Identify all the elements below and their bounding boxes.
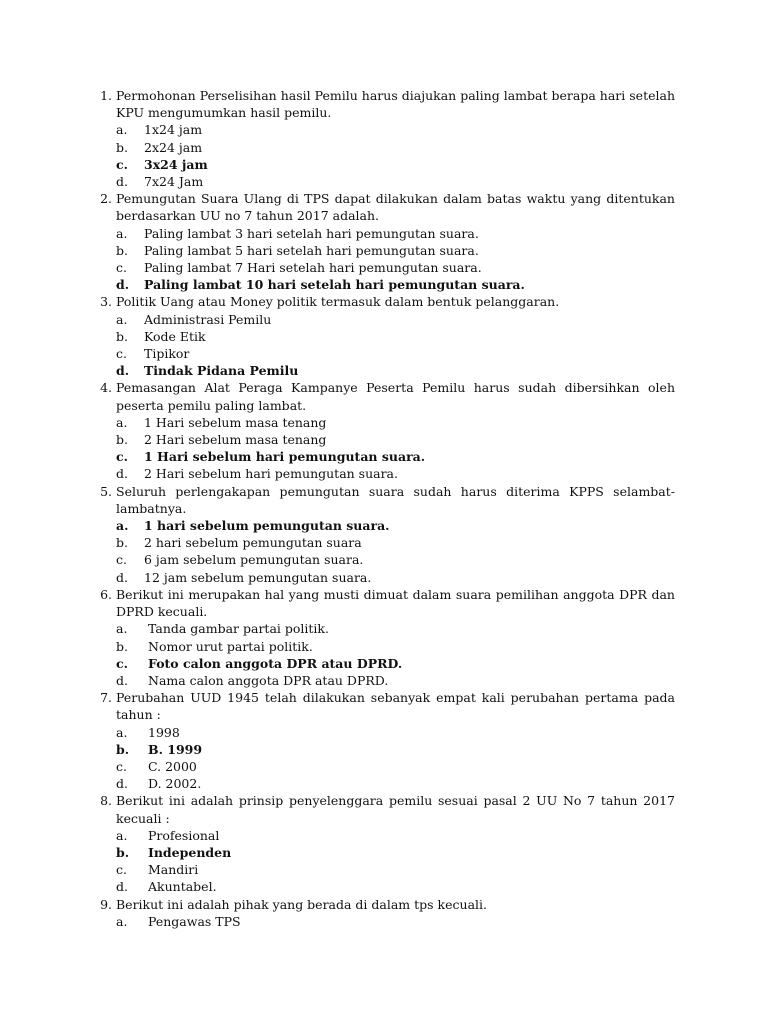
option-text: 1 Hari sebelum hari pemungutan suara. — [144, 449, 426, 465]
option-text: Paling lambat 7 Hari setelah hari pemungutan suara. — [144, 260, 482, 276]
answer-options — [116, 414, 675, 483]
answer-option — [116, 534, 675, 551]
option-text: 2 Hari sebelum masa tenang — [144, 432, 327, 448]
option-letter: d. — [116, 363, 130, 379]
option-letter: a. — [116, 311, 128, 327]
option-letter: c. — [116, 449, 128, 465]
answer-options — [116, 121, 675, 190]
question-number: 5. — [100, 483, 112, 499]
option-text: Independen — [148, 844, 232, 860]
question-item — [90, 896, 675, 930]
option-text: Akuntabel. — [148, 879, 217, 895]
question-text: Berikut ini adalah prinsip penyelenggara pemilu sesuai pasal 2 UU No 7 tahun 2017 kecuali : — [116, 793, 675, 826]
question-item — [90, 792, 675, 895]
option-letter: a. — [116, 827, 128, 843]
question-text: Politik Uang atau Money politik termasuk dalam bentuk pelanggaran. — [116, 294, 560, 310]
option-text: Mandiri — [148, 862, 199, 878]
answer-option — [116, 569, 675, 586]
option-letter: c. — [116, 552, 127, 568]
question-number: 9. — [100, 896, 112, 912]
option-letter: c. — [116, 260, 127, 276]
option-text: 1998 — [148, 724, 180, 740]
answer-options — [116, 913, 675, 930]
option-letter: d. — [116, 776, 128, 792]
question-item — [90, 293, 675, 379]
answer-options — [116, 724, 675, 793]
answer-option — [116, 242, 675, 259]
question-text: Berikut ini adalah pihak yang berada di dalam tps kecuali. — [116, 896, 487, 912]
option-letter: b. — [116, 638, 128, 654]
question-item — [90, 87, 675, 190]
option-letter: a. — [116, 122, 128, 138]
option-letter: d. — [116, 277, 130, 293]
option-text: 1x24 jam — [144, 122, 203, 138]
option-text: Tipikor — [144, 346, 190, 362]
answer-option — [116, 121, 675, 138]
answer-option — [116, 638, 675, 655]
question-number: 6. — [100, 586, 112, 602]
answer-option — [116, 758, 675, 775]
question-text: Pemasangan Alat Peraga Kampanye Peserta Pemilu harus sudah dibersihkan oleh peserta pemilu paling lambat. — [116, 380, 675, 413]
answer-options — [116, 827, 675, 896]
option-letter: a. — [116, 724, 128, 740]
answer-option-correct — [116, 276, 675, 293]
option-text: Paling lambat 5 hari setelah hari pemungutan suara. — [144, 242, 479, 258]
question-text: Perubahan UUD 1945 telah dilakukan sebanyak empat kali perubahan pertama pada tahun : — [116, 690, 675, 723]
answer-option — [116, 913, 675, 930]
question-item — [90, 190, 675, 293]
option-text: Paling lambat 3 hari setelah hari pemungutan suara. — [144, 225, 479, 241]
answer-option — [116, 139, 675, 156]
answer-option — [116, 345, 675, 362]
option-letter: b. — [116, 242, 128, 258]
question-number: 7. — [100, 690, 112, 706]
answer-option-correct — [116, 655, 675, 672]
question-item — [90, 586, 675, 689]
option-letter: b. — [116, 741, 130, 757]
option-letter: a. — [116, 913, 128, 929]
option-text: Tanda gambar partai politik. — [148, 621, 329, 637]
option-letter: c. — [116, 346, 127, 362]
option-letter: d. — [116, 672, 128, 688]
answer-option — [116, 775, 675, 792]
answer-option — [116, 173, 675, 190]
answer-option — [116, 259, 675, 276]
question-list — [90, 87, 675, 930]
question-number: 1. — [100, 88, 112, 103]
option-letter: a. — [116, 518, 129, 534]
answer-option-correct — [116, 844, 675, 861]
option-text: Foto calon anggota DPR atau DPRD. — [148, 655, 403, 671]
answer-option-correct — [116, 517, 675, 534]
question-item — [90, 483, 675, 586]
answer-options — [116, 620, 675, 689]
option-text: Nomor urut partai politik. — [148, 638, 313, 654]
question-text: Seluruh perlengakapan pemungutan suara sudah harus diterima KPPS selambat-lambatnya. — [116, 483, 675, 516]
option-text: 2 hari sebelum pemungutan suara — [144, 535, 362, 551]
option-text: 1 Hari sebelum masa tenang — [144, 414, 327, 430]
answer-options — [116, 225, 675, 294]
option-text: 6 jam sebelum pemungutan suara. — [144, 552, 364, 568]
option-letter: a. — [116, 414, 128, 430]
option-letter: a. — [116, 621, 128, 637]
option-text: 1 hari sebelum pemungutan suara. — [144, 518, 390, 534]
answer-option — [116, 225, 675, 242]
answer-option — [116, 465, 675, 482]
option-text: B. 1999 — [148, 741, 203, 757]
question-text: Pemungutan Suara Ulang di TPS dapat dilakukan dalam batas waktu yang ditentukan berdasarkan UU no 7 tahun 2017 adalah. — [116, 191, 675, 224]
option-text: Pengawas TPS — [148, 913, 241, 929]
answer-option — [116, 431, 675, 448]
question-number: 3. — [100, 294, 112, 310]
option-text: Kode Etik — [144, 328, 206, 344]
answer-option — [116, 672, 675, 689]
answer-option — [116, 551, 675, 568]
option-letter: d. — [116, 174, 128, 190]
question-item — [90, 689, 675, 792]
answer-option-correct — [116, 156, 675, 173]
option-letter: d. — [116, 466, 128, 482]
option-text: 7x24 Jam — [144, 174, 204, 190]
answer-option — [116, 620, 675, 637]
option-text: 12 jam sebelum pemungutan suara. — [144, 569, 372, 585]
option-letter: a. — [116, 225, 128, 241]
option-letter: c. — [116, 655, 128, 671]
answer-option — [116, 328, 675, 345]
option-letter: b. — [116, 139, 128, 155]
answer-option-correct — [116, 362, 675, 379]
option-text: Nama calon anggota DPR atau DPRD. — [148, 672, 389, 688]
answer-options — [116, 517, 675, 586]
answer-option — [116, 861, 675, 878]
option-text: 2 Hari sebelum hari pemungutan suara. — [144, 466, 398, 482]
option-text: Paling lambat 10 hari setelah hari pemungutan suara. — [144, 277, 525, 293]
option-text: Administrasi Pemilu — [144, 311, 272, 327]
option-text: Profesional — [148, 827, 220, 843]
question-text: Berikut ini merupakan hal yang musti dimuat dalam suara pemilihan anggota DPR dan DPRD kecuali. — [116, 586, 675, 620]
option-letter: d. — [116, 569, 128, 585]
answer-option — [116, 414, 675, 431]
question-text: Permohonan Perselisihan hasil Pemilu harus diajukan paling lambat berapa hari setelah KPU mengumumkan hasil pemilu. — [116, 88, 675, 121]
question-item — [90, 379, 675, 482]
option-text: Tindak Pidana Pemilu — [144, 363, 299, 379]
option-text: 3x24 jam — [144, 156, 208, 172]
option-letter: b. — [116, 328, 128, 344]
option-text: C. 2000 — [148, 758, 197, 774]
option-text: D. 2002. — [148, 776, 202, 792]
answer-option — [116, 311, 675, 328]
option-letter: c. — [116, 156, 128, 172]
option-letter: b. — [116, 535, 128, 551]
option-text: 2x24 jam — [144, 139, 203, 155]
option-letter: d. — [116, 879, 128, 895]
option-letter: b. — [116, 844, 130, 860]
option-letter: c. — [116, 862, 127, 878]
answer-option — [116, 724, 675, 741]
answer-option — [116, 827, 675, 844]
answer-option-correct — [116, 448, 675, 465]
answer-option — [116, 878, 675, 895]
answer-options — [116, 311, 675, 380]
question-number: 2. — [100, 191, 112, 207]
option-letter: b. — [116, 432, 128, 448]
question-number: 4. — [100, 380, 112, 396]
answer-option-correct — [116, 741, 675, 758]
option-letter: c. — [116, 758, 127, 774]
question-number: 8. — [100, 793, 112, 809]
